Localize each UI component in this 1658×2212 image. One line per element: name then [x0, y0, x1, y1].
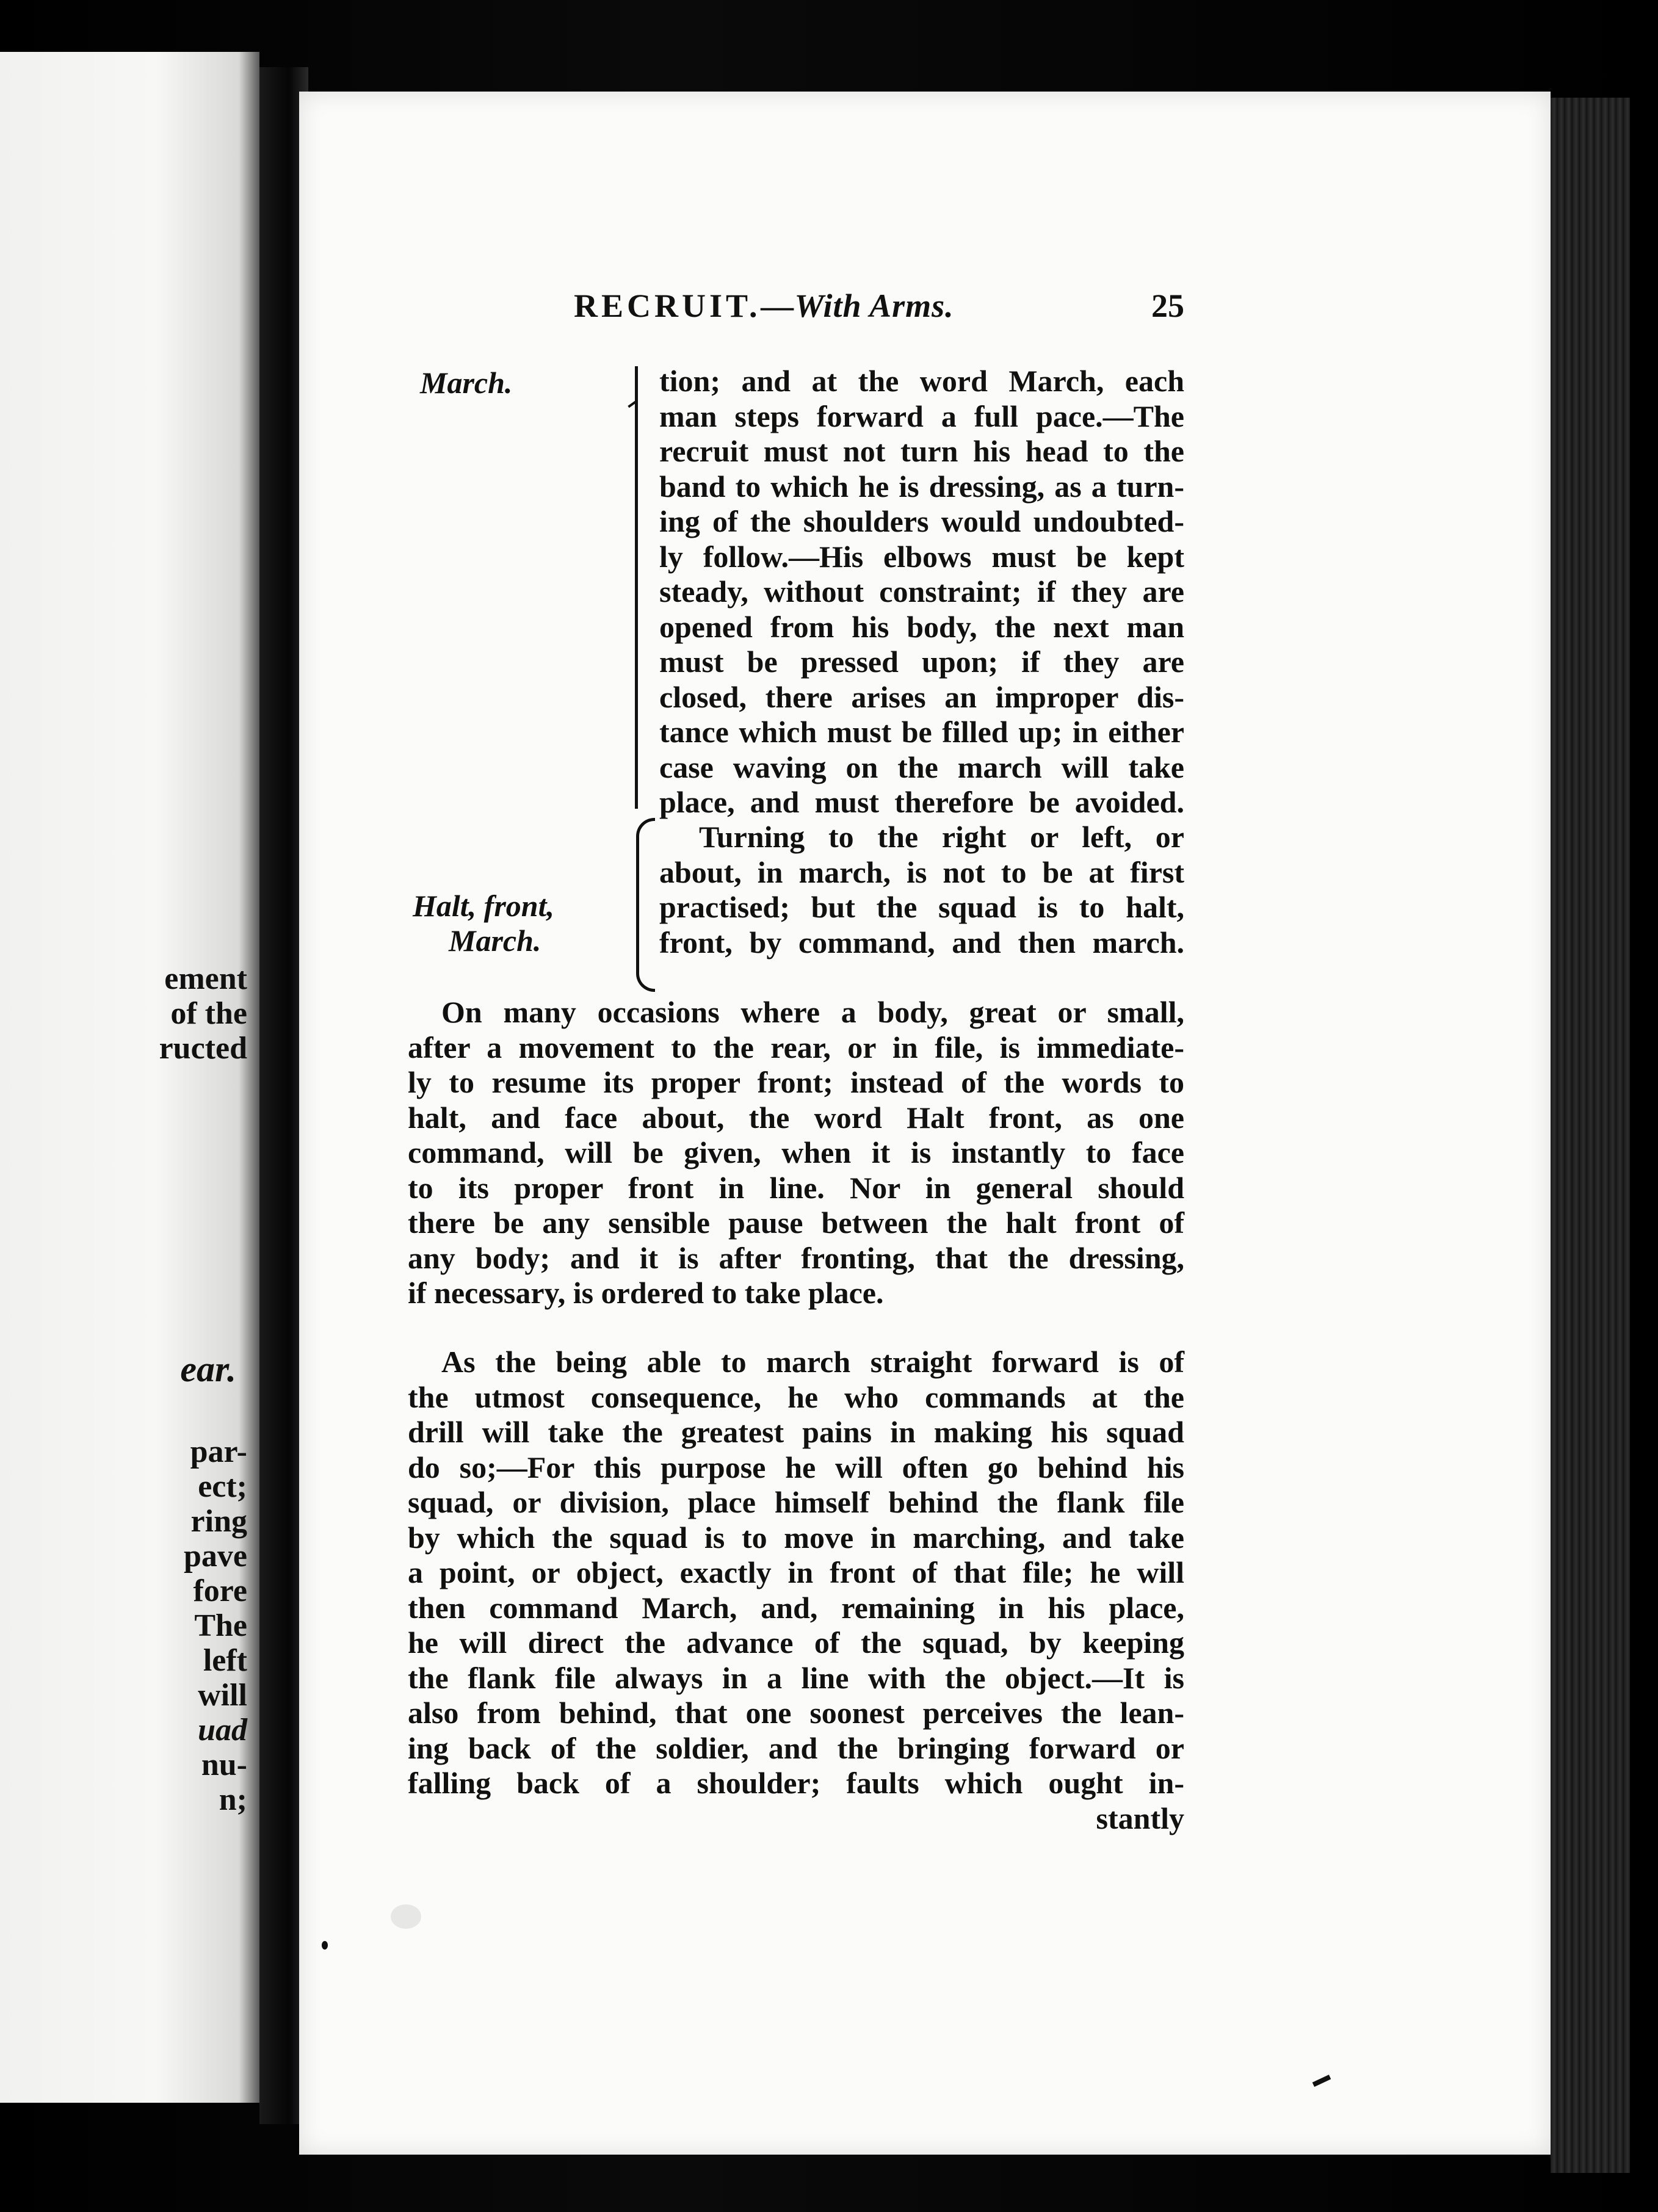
text-line: falling back of a shoulder; faults which ought in-: [408, 1766, 1184, 1800]
text-line: ly follow.—His elbows must be kept: [659, 539, 1184, 574]
facing-page: [0, 52, 259, 2103]
ink-dot: [322, 1941, 328, 1950]
fragment-line: uad: [198, 1713, 247, 1748]
text-line: about, in march, is not to be at first: [659, 855, 1184, 889]
paragraph-halt-front: [408, 995, 1184, 1311]
text-line: a point, or object, exactly in front of that file; he will: [408, 1555, 1184, 1589]
text-line: after a movement to the rear, or in file, is immediate-: [408, 1030, 1184, 1064]
fragment-line: The: [194, 1608, 247, 1643]
text-line: halt, and face about, the word Halt front, as one: [408, 1100, 1184, 1135]
text-line: closed, there arises an improper dis-: [659, 679, 1184, 714]
text-line: there be any sensible pause between the halt front of: [408, 1205, 1184, 1240]
fragment-line: ear.: [180, 1349, 236, 1389]
running-head: [574, 287, 954, 325]
fragment-line: n;: [219, 1782, 247, 1817]
brace-line: [635, 366, 655, 809]
text-line: drill will take the greatest pains in making his squad: [408, 1415, 1184, 1449]
paragraph-march-straight: [408, 1345, 1184, 1801]
text-line: the flank file always in a line with the object.—It is: [408, 1660, 1184, 1695]
halt-front-text-block: [659, 820, 1184, 960]
text-line: opened from his body, the next man: [659, 609, 1184, 644]
bracketed-text-block: [659, 364, 1184, 820]
fragment-line: ructed: [159, 1031, 247, 1066]
text-line: Turning to the right or left, or: [699, 820, 1184, 854]
running-header: [574, 287, 1184, 330]
text-line: ly to resume its proper front; instead of the words to: [408, 1065, 1184, 1099]
fragment-line: will: [198, 1678, 247, 1713]
curly-brace-top: [636, 818, 655, 931]
text-line: band to which he is dressing, as a turn-: [659, 469, 1184, 504]
margin-note-halt-front: Halt, front,: [413, 889, 554, 923]
fragment-line: nu-: [201, 1748, 247, 1782]
fragment-line: par-: [190, 1434, 247, 1469]
fragment-line: ement: [164, 961, 247, 996]
text-line: front, by command, and then march.: [659, 925, 1184, 960]
fragment-line: pave: [184, 1539, 247, 1574]
text-line: case waving on the march will take: [659, 750, 1184, 784]
text-line: On many occasions where a body, great or small,: [441, 995, 1184, 1029]
page-smudge: [391, 1904, 421, 1929]
text-line: if necessary, is ordered to take place.: [408, 1276, 884, 1310]
text-line: tion; and at the word March, each: [659, 364, 1184, 398]
margin-note-march: March.: [420, 366, 513, 400]
text-line: by which the squad is to move in marching, and take: [408, 1520, 1184, 1555]
text-line: As the being able to march straight forward is of: [441, 1345, 1184, 1379]
text-line: any body; and it is after fronting, that the dressing,: [408, 1240, 1184, 1275]
text-line: do so;—For this purpose he will often go behind his: [408, 1450, 1184, 1484]
text-line: also from behind, that one soonest perceives the lean-: [408, 1696, 1184, 1730]
page-edge: [1551, 98, 1630, 2173]
margin-note-march-2: March.: [449, 923, 541, 958]
text-line: then command March, and, remaining in his place,: [408, 1590, 1184, 1625]
text-line: command, will be given, when it is instantly to face: [408, 1135, 1184, 1169]
text-line: practised; but the squad is to halt,: [659, 890, 1184, 924]
text-line: man steps forward a full pace.—The: [659, 399, 1184, 433]
text-line: to its proper front in line. Nor in general should: [408, 1170, 1184, 1205]
text-line: place, and must therefore be avoided.: [659, 785, 1184, 819]
text-line: ing of the shoulders would undoubted-: [659, 504, 1184, 538]
fragment-line: left: [203, 1643, 247, 1678]
text-line: steady, without constraint; if they are: [659, 574, 1184, 609]
running-head-title: RECRUIT.: [574, 287, 761, 324]
text-line: squad, or division, place himself behind the flank file: [408, 1485, 1184, 1519]
text-line: recruit must not turn his head to the: [659, 434, 1184, 468]
text-line: tance which must be filled up; in either: [659, 715, 1184, 749]
fragment-line: fore: [193, 1574, 247, 1608]
fragment-line: of the: [170, 996, 247, 1031]
text-line: ing back of the soldier, and the bringing forward or: [408, 1730, 1184, 1765]
text-line: must be pressed upon; if they are: [659, 645, 1184, 679]
curly-brace-bottom: [636, 928, 655, 992]
fragment-line: ect;: [198, 1469, 247, 1504]
fragment-line: ring: [190, 1504, 247, 1539]
text-line: he will direct the advance of the squad, by keeping: [408, 1625, 1184, 1660]
running-head-subtitle: —With Arms.: [761, 287, 954, 324]
catchword: stantly: [1096, 1801, 1184, 1835]
text-line: the utmost consequence, he who commands at the: [408, 1379, 1184, 1414]
page-number: 25: [1151, 287, 1184, 324]
